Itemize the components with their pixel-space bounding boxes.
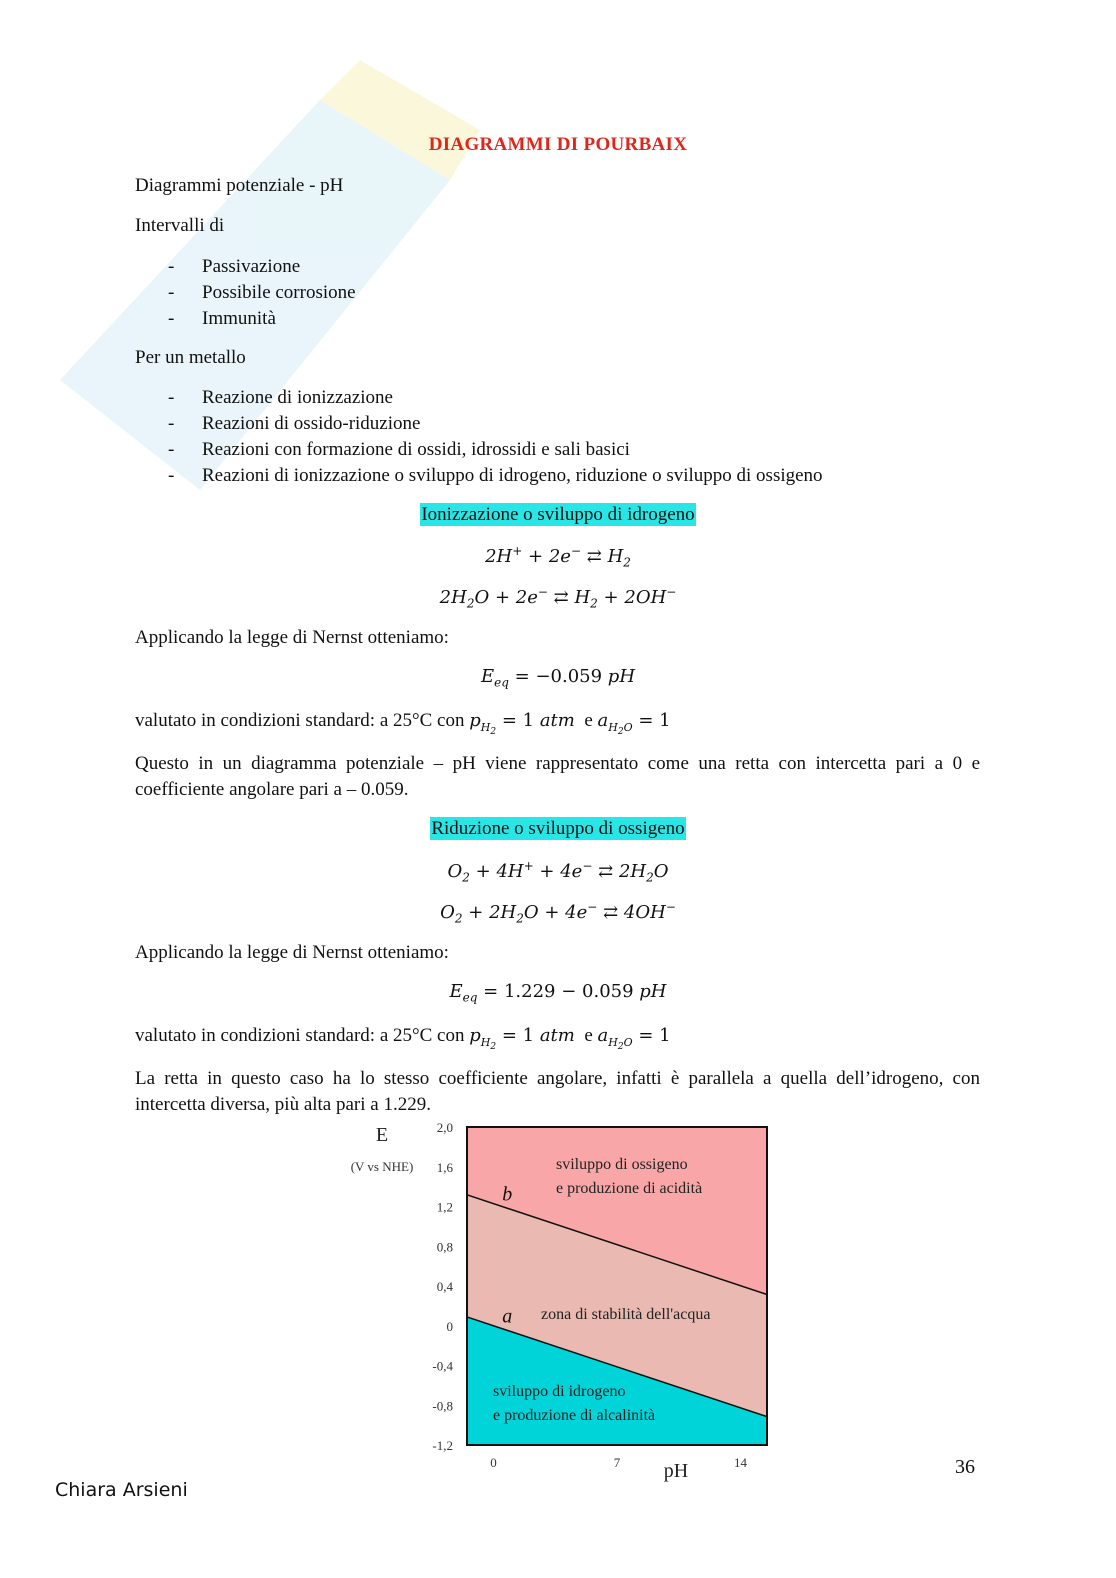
subtitle: Diagrammi potenziale - pH	[135, 175, 344, 196]
y-tick-label: 1,2	[436, 1199, 453, 1215]
list-item: - Reazioni con formazione di ossidi, idrossidi e sali basici	[135, 437, 823, 463]
conditions-text: valutato in condizioni standard: a 25°C con	[135, 710, 465, 731]
y-tick-label: 0	[446, 1318, 453, 1334]
author-name: Chiara Arsieni	[55, 1479, 188, 1501]
x-tick-label: 7	[613, 1455, 621, 1470]
y-tick-label: 2,0	[436, 1120, 453, 1135]
y-tick-label: -0,4	[432, 1358, 453, 1374]
line-label-a: a	[502, 1305, 513, 1328]
page-number: 36	[955, 1456, 975, 1478]
oxygen-reaction-basic: $O_2 + 2H_2O + 4e^-$ ⇄ 4OH−	[440, 900, 676, 926]
oxygen-conclusion: La retta in questo caso ha lo stesso coefficiente angolare, infatti è parallela a quella dell’idrogeno, con intercetta diversa, più alta pari a 1.229.	[135, 1068, 980, 1115]
list-item: - Reazioni di ionizzazione o sviluppo di idrogeno, riduzione o sviluppo di ossigeno	[135, 463, 823, 489]
line-label-b: b	[502, 1183, 513, 1206]
oxygen-eq-value: 1.229 − 0.059	[503, 981, 634, 1002]
oxygen-heading: Riduzione o sviluppo di ossigeno	[431, 818, 685, 839]
list-item: - Immunità	[135, 306, 356, 332]
region-label: e produzione di acidità	[556, 1180, 703, 1197]
hydrogen-heading: Ionizzazione o sviluppo di idrogeno	[421, 504, 695, 525]
x-tick-label: 0	[490, 1455, 497, 1470]
metal-heading: Per un metallo	[135, 347, 246, 368]
y-axis-unit: (V vs NHE)	[350, 1159, 414, 1174]
hydrogen-reaction-acid: 2H+ + 2e− ⇄ $H_2$	[485, 544, 631, 570]
y-tick-label: 0,4	[436, 1279, 453, 1294]
hydrogen-nernst-intro: Applicando la legge di Nernst otteniamo:	[135, 627, 449, 648]
hydrogen-eq-value: −0.059	[535, 666, 603, 687]
list-item: - Possibile corrosione	[135, 280, 356, 306]
hydrogen-heading-row	[0, 504, 1116, 526]
oxygen-nernst-equation: $E_{eq} = 1.229 - 0.059$ pH	[449, 981, 667, 1005]
oxygen-reaction-acid: $O_2 + 4H^+ + 4e^-$ ⇄ $2H_2O$	[447, 859, 669, 885]
region-label: e produzione di alcalinità	[493, 1407, 656, 1424]
y-tick-label: -0,8	[432, 1398, 453, 1414]
region-label: sviluppo di ossigeno	[556, 1156, 688, 1173]
region-label: zona di stabilità dell'acqua	[541, 1306, 711, 1323]
y-tick-label: -1,2	[432, 1438, 453, 1453]
hydrogen-nernst-equation: $E_{eq} = -0.059$ pH	[480, 666, 636, 690]
oxygen-heading-row	[0, 818, 1116, 840]
oxygen-conditions: valutato in condizioni standard: a 25°C con $p_{H_2} = 1$ atm e $a_{H_2O} = 1$	[135, 1025, 671, 1052]
region-label: sviluppo di idrogeno	[493, 1383, 626, 1400]
y-axis-label: E	[375, 1124, 389, 1146]
reactions-list	[135, 385, 823, 489]
hydrogen-conclusion: Questo in un diagramma potenziale – pH viene rappresentato come una retta con intercetta pari a 0 e coefficiente angolare pari a – 0.059.	[135, 753, 980, 800]
list-item: - Passivazione	[135, 254, 356, 280]
intervals-list	[135, 254, 356, 332]
oxygen-nernst-intro: Applicando la legge di Nernst otteniamo:	[135, 942, 449, 963]
pourbaix-diagram	[330, 1115, 790, 1485]
y-tick-label: 1,6	[436, 1159, 453, 1175]
x-tick-label: 14	[734, 1455, 748, 1470]
y-tick-label: 0,8	[436, 1239, 453, 1255]
x-axis-label: pH	[663, 1460, 689, 1482]
hydrogen-reaction-basic: $2H_2O + 2e^-$ ⇄ $H_2 + 2OH^-$	[439, 585, 677, 611]
list-item: - Reazioni di ossido-riduzione	[135, 411, 823, 437]
page-title: DIAGRAMMI DI POURBAIX	[428, 134, 688, 155]
conditions-text: valutato in condizioni standard: a 25°C con	[135, 1025, 465, 1046]
hydrogen-conditions: valutato in condizioni standard: a 25°C con $p_{H_2} = 1$ atm e $a_{H_2O} = 1$	[135, 710, 671, 737]
intervals-heading: Intervalli di	[135, 215, 225, 236]
list-item: - Reazione di ionizzazione	[135, 385, 823, 411]
